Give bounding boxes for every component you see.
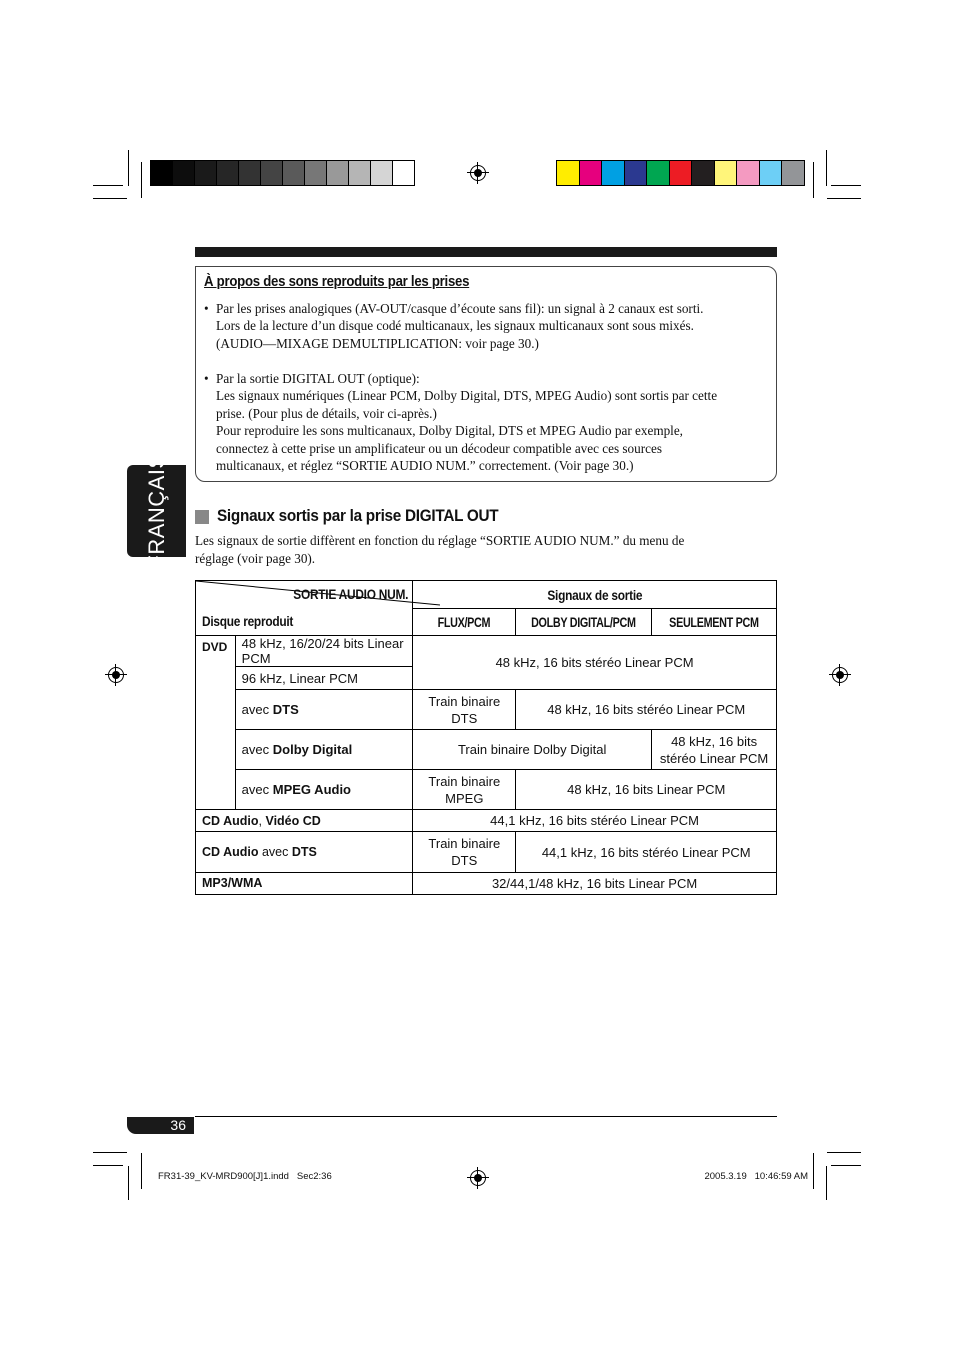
footer-rule <box>195 1116 777 1117</box>
crop-mark <box>827 1152 861 1153</box>
header-rule <box>195 247 777 257</box>
row-output: 44,1 kHz, 16 bits stéréo Linear PCM <box>413 810 777 832</box>
bullet-line: multicanaux, et réglez “SORTIE AUDIO NUM.” correctement. (Voir page 30.) <box>216 458 634 474</box>
row-source: MP3/WMA <box>196 873 413 895</box>
crop-mark <box>826 150 827 186</box>
section-square-icon <box>195 510 209 524</box>
crop-mark <box>826 1166 827 1200</box>
calibration-swatch <box>349 161 371 185</box>
table-corner-header <box>196 581 413 636</box>
crop-mark <box>827 198 861 199</box>
page-number: 36 <box>170 1117 186 1133</box>
crop-mark <box>831 1165 861 1166</box>
dvd-label-cell <box>196 636 236 810</box>
row-output-flux: Train binaire DTS <box>413 690 516 730</box>
bullet-line: Par la sortie DIGITAL OUT (optique): <box>216 371 420 386</box>
bullet-digital-output <box>204 370 766 474</box>
calibration-swatch <box>371 161 393 185</box>
color-calibration-bar <box>556 160 805 186</box>
calibration-swatch <box>393 161 414 185</box>
calibration-swatch <box>305 161 327 185</box>
calibration-swatch <box>737 161 760 185</box>
bullet-line: prise. (Pour plus de détails, voir ci-après.) <box>216 405 437 421</box>
calibration-swatch <box>327 161 349 185</box>
crop-mark <box>813 162 814 198</box>
row-source: avec Dolby Digital <box>235 730 412 770</box>
info-box-title: À propos des sons reproduits par les prises <box>204 273 470 290</box>
footer-timestamp: 2005.3.19 10:46:59 AM <box>704 1171 808 1182</box>
crop-mark <box>141 1153 142 1189</box>
row-output-pcm: 48 kHz, 16 bits stéréo Linear PCM <box>652 730 777 770</box>
language-tab <box>127 453 186 569</box>
section-intro <box>195 532 765 567</box>
bullet-line: Lors de la lecture d’un disque codé multicanaux, les signaux multicanaux sont sous mixés. <box>216 318 694 334</box>
grayscale-calibration-bar <box>150 160 415 186</box>
column-seulement-pcm: SEULEMENT PCM <box>652 609 777 636</box>
registration-mark-icon <box>108 667 124 683</box>
bullet-line: Pour reproduire les sons multicanaux, Dolby Digital, DTS et MPEG Audio par exemple, <box>216 423 683 439</box>
calibration-swatch <box>261 161 283 185</box>
calibration-swatch <box>580 161 603 185</box>
calibration-swatch <box>151 161 173 185</box>
row-output-flux: Train binaire DTS <box>413 832 516 873</box>
crop-mark <box>813 1153 814 1189</box>
calibration-swatch <box>557 161 580 185</box>
bullet-line: Par les prises analogiques (AV-OUT/casque d’écoute sans fil): un signal à 2 canaux est sorti. <box>216 301 704 316</box>
bullet-line: Les signaux numériques (Linear PCM, Dolby Digital, DTS, MPEG Audio) sont sortis par cette <box>216 388 718 404</box>
intro-line: réglage (voir page 30). <box>195 550 316 566</box>
calibration-swatch <box>217 161 239 185</box>
bullet-line: connectez à cette prise un amplificateur ou un décodeur compatible avec ces sources <box>216 440 662 456</box>
page-number-tab <box>127 1117 194 1134</box>
crop-mark <box>128 1166 129 1200</box>
row-source: avec MPEG Audio <box>235 770 412 810</box>
calibration-swatch <box>782 161 804 185</box>
row-source: avec DTS <box>235 690 412 730</box>
crop-mark <box>831 185 861 186</box>
row-output: 32/44,1/48 kHz, 16 bits Linear PCM <box>413 873 777 895</box>
row-source: 96 kHz, Linear PCM <box>235 667 412 690</box>
language-tab-label: FRANÇAIS <box>143 453 169 569</box>
row-output: 44,1 kHz, 16 bits stéréo Linear PCM <box>516 832 777 873</box>
header-setting: SORTIE AUDIO NUM. <box>293 586 409 602</box>
row-source: 48 kHz, 16/20/24 bits Linear PCM <box>235 636 412 667</box>
calibration-swatch <box>647 161 670 185</box>
intro-line: Les signaux de sortie diffèrent en fonction du réglage “SORTIE AUDIO NUM.” du menu de <box>195 533 685 548</box>
header-signals: Signaux de sortie <box>413 581 777 609</box>
row-output-flux: Train binaire MPEG <box>413 770 516 810</box>
calibration-swatch <box>715 161 738 185</box>
column-dolby-digital-pcm: DOLBY DIGITAL/PCM <box>516 609 652 636</box>
info-box <box>195 266 777 482</box>
crop-mark <box>93 1152 127 1153</box>
calibration-swatch <box>760 161 783 185</box>
row-output: 48 kHz, 16 bits stéréo Linear PCM <box>516 690 777 730</box>
crop-mark <box>128 150 129 186</box>
registration-mark-icon <box>832 667 848 683</box>
dvd-label: DVD <box>202 640 228 654</box>
column-flux-pcm: FLUX/PCM <box>413 609 516 636</box>
crop-mark <box>93 185 123 186</box>
row-output-flux-dolby: Train binaire Dolby Digital <box>413 730 652 770</box>
digital-out-signal-table <box>195 580 777 895</box>
header-disc: Disque reproduit <box>202 613 294 629</box>
crop-mark <box>93 1165 123 1166</box>
calibration-swatch <box>239 161 261 185</box>
calibration-swatch <box>283 161 305 185</box>
row-output: 48 kHz, 16 bits Linear PCM <box>516 770 777 810</box>
calibration-swatch <box>195 161 217 185</box>
section-title: Signaux sortis par la prise DIGITAL OUT <box>217 506 499 525</box>
calibration-swatch <box>625 161 648 185</box>
calibration-swatch <box>173 161 195 185</box>
crop-mark <box>93 198 127 199</box>
bullet-analog-outputs <box>204 300 766 352</box>
footer-file-slug: FR31-39_KV-MRD900[J]1.indd Sec2:36 <box>158 1171 332 1182</box>
row-source: CD Audio, Vidéo CD <box>196 810 413 832</box>
bullet-icon: • <box>204 371 209 386</box>
bullet-icon: • <box>204 301 209 316</box>
registration-mark-icon <box>470 165 486 181</box>
bullet-line: (AUDIO—MIXAGE DEMULTIPLICATION: voir page 30.) <box>216 335 539 351</box>
calibration-swatch <box>602 161 625 185</box>
calibration-swatch <box>692 161 715 185</box>
crop-mark <box>141 162 142 198</box>
row-output: 48 kHz, 16 bits stéréo Linear PCM <box>413 636 777 690</box>
calibration-swatch <box>670 161 693 185</box>
row-source: CD Audio avec DTS <box>196 832 413 873</box>
registration-mark-icon <box>470 1170 486 1186</box>
